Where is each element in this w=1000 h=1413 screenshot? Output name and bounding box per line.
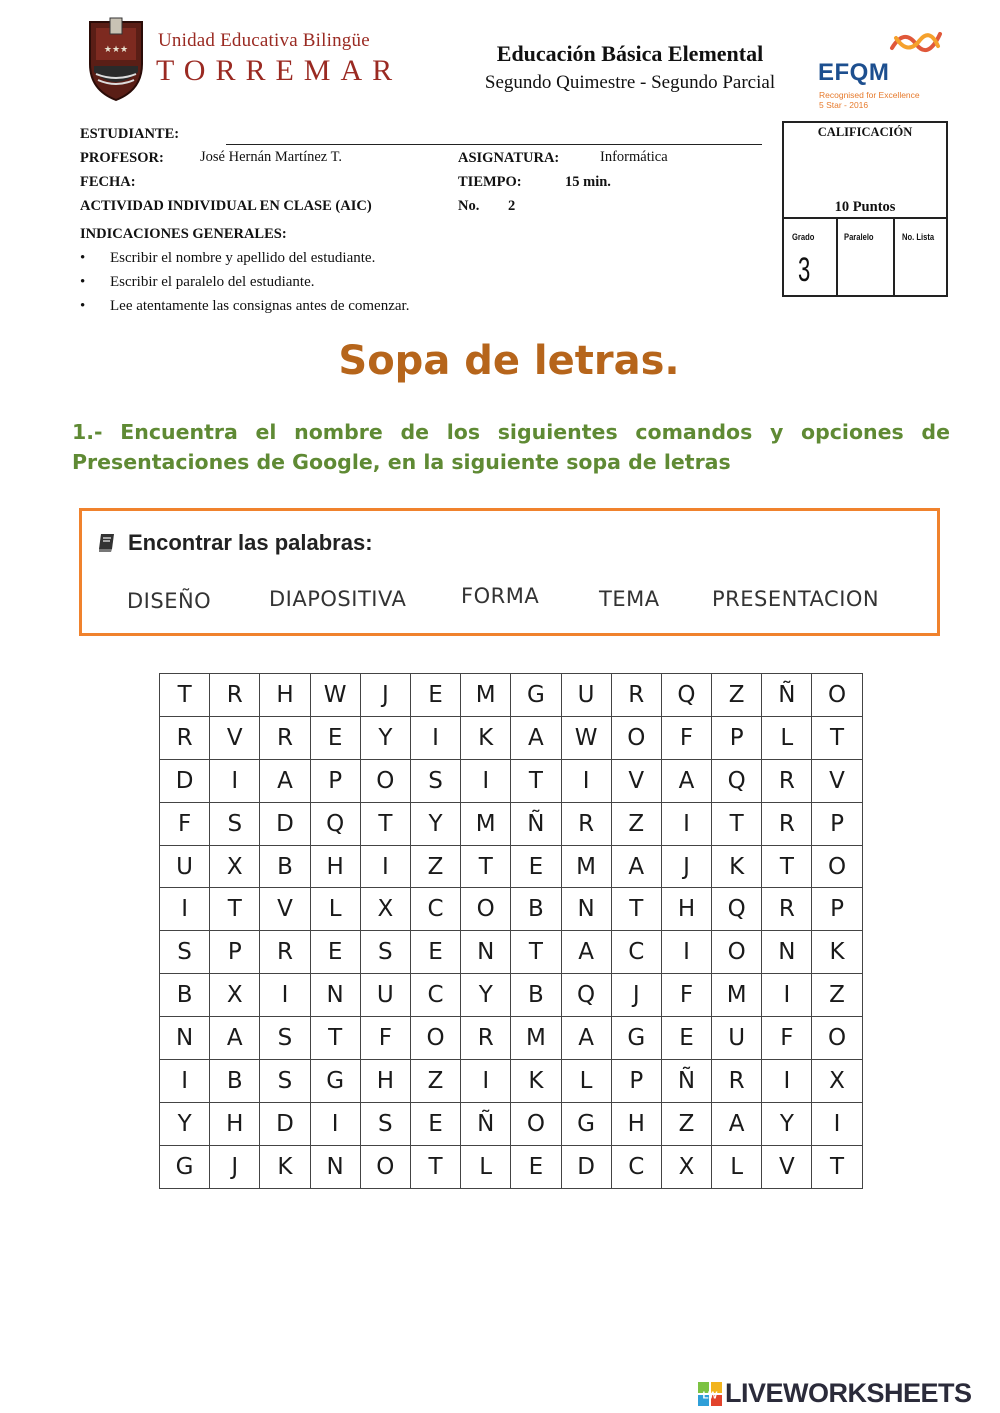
grid-cell[interactable]: A (511, 716, 561, 759)
grid-cell[interactable]: B (210, 1060, 260, 1103)
grid-cell[interactable]: Z (812, 974, 862, 1017)
grid-cell[interactable]: E (410, 1102, 460, 1145)
grid-cell[interactable]: C (611, 1145, 661, 1188)
subject-label: ASIGNATURA: (458, 150, 560, 166)
grid-cell[interactable]: O (461, 888, 511, 931)
liveworksheets-badge-letters: LW (702, 1390, 718, 1402)
grid-cell[interactable]: U (160, 845, 210, 888)
grid-cell[interactable]: E (310, 931, 360, 974)
grid-cell[interactable]: N (160, 1017, 210, 1060)
grid-cell[interactable]: P (611, 1060, 661, 1103)
grid-cell[interactable]: Z (661, 1102, 711, 1145)
grid-cell[interactable]: T (210, 888, 260, 931)
grid-cell[interactable]: M (461, 674, 511, 717)
grid-cell[interactable]: M (461, 802, 511, 845)
grid-cell[interactable]: A (210, 1017, 260, 1060)
grid-cell[interactable]: C (611, 931, 661, 974)
task-instruction: 1.- Encuentra el nombre de los siguientes comandos y opciones de Presentaciones de Google, en la siguiente sopa de letras (72, 420, 950, 474)
grid-cell[interactable]: H (611, 1102, 661, 1145)
grid-cell[interactable]: G (160, 1145, 210, 1188)
word-bank-item: FORMA (461, 584, 540, 608)
grid-cell[interactable]: Ñ (461, 1102, 511, 1145)
grid-row (160, 1102, 863, 1145)
instruction-item: • Escribir el paralelo del estudiante. (110, 274, 315, 291)
student-name-line[interactable] (226, 144, 762, 145)
grid-cell[interactable]: O (812, 845, 862, 888)
grid-cell[interactable]: Ñ (511, 802, 561, 845)
grid-cell[interactable]: A (611, 845, 661, 888)
grid-cell[interactable]: Q (561, 974, 611, 1017)
grid-cell[interactable]: T (511, 931, 561, 974)
word-bank-item: DIAPOSITIVA (269, 587, 407, 611)
liveworksheets-badge-icon (697, 1381, 723, 1407)
grid-cell[interactable]: T (160, 674, 210, 717)
grid-cell[interactable]: S (160, 931, 210, 974)
grid-row (160, 1017, 863, 1060)
activity-label: ACTIVIDAD INDIVIDUAL EN CLASE (AIC) (80, 198, 372, 214)
word-search-grid (159, 673, 863, 1189)
grid-cell[interactable]: Ñ (762, 674, 812, 717)
grid-cell[interactable]: T (410, 1145, 460, 1188)
grid-cell[interactable]: D (561, 1145, 611, 1188)
grid-cell[interactable]: T (812, 1145, 862, 1188)
grid-cell[interactable]: N (461, 931, 511, 974)
grid-cell[interactable]: P (812, 802, 862, 845)
grid-cell[interactable]: T (360, 802, 410, 845)
grid-cell[interactable]: X (661, 1145, 711, 1188)
number-value: 2 (508, 198, 516, 214)
grid-row (160, 888, 863, 931)
divider (784, 217, 946, 219)
grid-cell[interactable]: S (360, 931, 410, 974)
grid-cell[interactable]: F (661, 716, 711, 759)
grid-cell[interactable]: H (310, 845, 360, 888)
grid-cell[interactable]: O (611, 716, 661, 759)
efqm-note: Recognised for Excellence (819, 90, 920, 100)
grid-cell[interactable]: O (812, 1017, 862, 1060)
grid-cell[interactable]: Q (310, 802, 360, 845)
grid-cell[interactable]: T (611, 888, 661, 931)
grid-cell[interactable]: I (812, 1102, 862, 1145)
grid-row (160, 1060, 863, 1103)
section-column-header: Paralelo (844, 232, 874, 243)
grid-cell[interactable]: Z (410, 1060, 460, 1103)
grid-cell[interactable]: X (360, 888, 410, 931)
grid-cell[interactable]: E (410, 674, 460, 717)
grid-cell[interactable]: R (762, 802, 812, 845)
grid-cell[interactable]: Z (410, 845, 460, 888)
grid-cell[interactable]: P (712, 716, 762, 759)
page-title: Sopa de letras. (338, 338, 680, 384)
grid-cell[interactable]: F (360, 1017, 410, 1060)
word-bank-item: TEMA (599, 587, 660, 611)
grid-cell[interactable]: Q (661, 674, 711, 717)
grid-row (160, 845, 863, 888)
grid-cell[interactable]: Y (360, 716, 410, 759)
grid-cell[interactable]: K (461, 716, 511, 759)
divider (893, 217, 895, 297)
grid-cell[interactable]: A (712, 1102, 762, 1145)
school-crest-logo (84, 16, 148, 102)
grid-cell[interactable]: C (410, 974, 460, 1017)
grid-cell[interactable]: N (561, 888, 611, 931)
grid-cell[interactable]: I (561, 759, 611, 802)
grid-cell[interactable]: O (712, 931, 762, 974)
grid-cell[interactable]: P (210, 931, 260, 974)
grid-cell[interactable]: H (661, 888, 711, 931)
grid-cell[interactable]: U (360, 974, 410, 1017)
grid-cell[interactable]: G (511, 674, 561, 717)
grid-cell[interactable]: M (511, 1017, 561, 1060)
grid-cell[interactable]: E (410, 931, 460, 974)
grid-cell[interactable]: K (712, 845, 762, 888)
grid-cell[interactable]: X (812, 1060, 862, 1103)
grid-cell[interactable]: E (511, 1145, 561, 1188)
grid-cell[interactable]: O (511, 1102, 561, 1145)
student-label: ESTUDIANTE: (80, 126, 180, 142)
grid-cell[interactable]: A (260, 759, 310, 802)
grid-cell[interactable]: R (260, 716, 310, 759)
grid-cell[interactable]: R (611, 674, 661, 717)
grid-cell[interactable]: X (210, 845, 260, 888)
grid-cell[interactable]: W (561, 716, 611, 759)
svg-text:★★★: ★★★ (103, 45, 129, 55)
grid-cell[interactable]: I (160, 1060, 210, 1103)
grid-cell[interactable]: N (762, 931, 812, 974)
grid-cell[interactable]: S (360, 1102, 410, 1145)
grid-cell[interactable]: H (260, 674, 310, 717)
grade-box-points: 10 Puntos (834, 199, 896, 215)
grade-column-header: Grado (792, 232, 815, 243)
grid-cell[interactable]: V (260, 888, 310, 931)
grid-cell[interactable]: I (762, 1060, 812, 1103)
number-label: No. (458, 198, 480, 214)
grid-cell[interactable]: N (310, 1145, 360, 1188)
grid-cell[interactable]: Q (712, 759, 762, 802)
grid-cell[interactable]: T (812, 716, 862, 759)
grid-cell[interactable]: R (561, 802, 611, 845)
grid-cell[interactable]: D (260, 802, 310, 845)
grid-row (160, 1145, 863, 1188)
instructions-title: INDICACIONES GENERALES: (80, 226, 287, 242)
grid-cell[interactable]: Z (611, 802, 661, 845)
grid-cell[interactable]: R (260, 931, 310, 974)
grid-row (160, 931, 863, 974)
instruction-item: • Lee atentamente las consignas antes de comenzar. (110, 298, 409, 315)
grid-cell[interactable]: R (762, 888, 812, 931)
efqm-note: 5 Star - 2016 (819, 100, 869, 110)
grid-cell[interactable]: I (210, 759, 260, 802)
grade-box (782, 121, 948, 297)
grid-cell[interactable]: J (611, 974, 661, 1017)
grid-cell[interactable]: L (762, 716, 812, 759)
grade-box-title: CALIFICACIÓN (817, 125, 913, 139)
grid-cell[interactable]: R (160, 716, 210, 759)
grid-cell[interactable]: J (360, 674, 410, 717)
grid-cell[interactable]: U (561, 674, 611, 717)
grid-cell[interactable]: T (762, 845, 812, 888)
grid-cell[interactable]: O (360, 1145, 410, 1188)
grid-cell[interactable]: S (410, 759, 460, 802)
word-bank-title: Encontrar las palabras: (128, 530, 373, 555)
grid-cell[interactable]: E (511, 845, 561, 888)
time-label: TIEMPO: (458, 174, 522, 190)
grid-row (160, 974, 863, 1017)
word-bank-item: PRESENTACION (712, 587, 880, 611)
grid-cell[interactable]: I (461, 1060, 511, 1103)
grid-cell[interactable]: B (511, 974, 561, 1017)
grade-value: 3 (798, 251, 811, 289)
efqm-ribbon-icon (886, 24, 946, 60)
grid-cell[interactable]: S (260, 1060, 310, 1103)
grid-cell[interactable]: A (561, 1017, 611, 1060)
grid-cell[interactable]: M (561, 845, 611, 888)
grid-cell[interactable]: Ñ (661, 1060, 711, 1103)
grid-cell[interactable]: O (360, 759, 410, 802)
grid-cell[interactable]: G (561, 1102, 611, 1145)
grid-cell[interactable]: K (812, 931, 862, 974)
grid-cell[interactable]: V (210, 716, 260, 759)
grid-cell[interactable]: V (812, 759, 862, 802)
grid-cell[interactable]: R (461, 1017, 511, 1060)
grid-cell[interactable]: R (762, 759, 812, 802)
grid-cell[interactable]: A (561, 931, 611, 974)
grid-cell[interactable]: L (310, 888, 360, 931)
grid-cell[interactable]: P (812, 888, 862, 931)
grid-cell[interactable]: Y (410, 802, 460, 845)
grid-cell[interactable]: I (461, 759, 511, 802)
grid-cell[interactable]: H (210, 1102, 260, 1145)
grid-cell[interactable]: T (461, 845, 511, 888)
grid-cell[interactable]: L (561, 1060, 611, 1103)
grid-cell[interactable]: D (160, 759, 210, 802)
grid-cell[interactable]: T (511, 759, 561, 802)
list-number-column-header: No. Lista (902, 232, 935, 243)
word-bank-item: DISEÑO (127, 589, 212, 613)
grid-cell[interactable]: I (661, 931, 711, 974)
date-label: FECHA: (80, 174, 136, 190)
grid-row (160, 674, 863, 717)
grid-cell[interactable]: L (712, 1145, 762, 1188)
grid-cell[interactable]: Y (762, 1102, 812, 1145)
grid-cell[interactable]: F (661, 974, 711, 1017)
grid-cell[interactable]: O (812, 674, 862, 717)
grid-cell[interactable]: J (661, 845, 711, 888)
book-icon (96, 531, 118, 553)
grid-cell[interactable]: I (360, 845, 410, 888)
grid-cell[interactable]: I (661, 802, 711, 845)
grid-cell[interactable]: B (260, 845, 310, 888)
grid-cell[interactable]: I (762, 974, 812, 1017)
grid-cell[interactable]: E (661, 1017, 711, 1060)
grid-cell[interactable]: P (310, 759, 360, 802)
school-brand: TORREMAR (156, 54, 403, 87)
grid-cell[interactable]: U (712, 1017, 762, 1060)
grid-cell[interactable]: Y (461, 974, 511, 1017)
grid-cell[interactable]: X (210, 974, 260, 1017)
grid-cell[interactable]: I (260, 974, 310, 1017)
grid-cell[interactable]: D (260, 1102, 310, 1145)
grid-cell[interactable]: I (410, 716, 460, 759)
efqm-name: EFQM (818, 59, 890, 86)
grid-cell[interactable]: S (260, 1017, 310, 1060)
grid-cell[interactable]: G (611, 1017, 661, 1060)
grid-cell[interactable]: O (410, 1017, 460, 1060)
school-name: Unidad Educativa Bilingüe (158, 30, 370, 51)
grid-cell[interactable]: T (310, 1017, 360, 1060)
grid-cell[interactable]: Z (712, 674, 762, 717)
grid-cell[interactable]: B (511, 888, 561, 931)
word-bank (79, 508, 940, 636)
teacher-value: José Hernán Martínez T. (200, 149, 342, 165)
grid-cell[interactable]: R (712, 1060, 762, 1103)
grid-cell[interactable]: Y (160, 1102, 210, 1145)
header-title: Educación Básica Elemental (496, 41, 764, 66)
instruction-item: • Escribir el nombre y apellido del estudiante. (110, 250, 375, 267)
teacher-label: PROFESOR: (80, 150, 164, 166)
grid-cell[interactable]: Q (712, 888, 762, 931)
grid-cell[interactable]: V (611, 759, 661, 802)
subject-value: Informática (600, 149, 668, 165)
grid-row (160, 802, 863, 845)
grid-cell[interactable]: G (310, 1060, 360, 1103)
time-value: 15 min. (565, 174, 611, 190)
grid-cell[interactable]: K (260, 1145, 310, 1188)
grid-cell[interactable]: I (310, 1102, 360, 1145)
grid-cell[interactable]: M (712, 974, 762, 1017)
grid-cell[interactable]: B (160, 974, 210, 1017)
grid-cell[interactable]: N (310, 974, 360, 1017)
grid-cell[interactable]: J (210, 1145, 260, 1188)
divider (836, 217, 838, 297)
header-subtitle: Segundo Quimestre - Segundo Parcial (484, 72, 776, 93)
grid-cell[interactable]: L (461, 1145, 511, 1188)
grid-cell[interactable]: A (661, 759, 711, 802)
grid-cell[interactable]: K (511, 1060, 561, 1103)
grid-cell[interactable]: H (360, 1060, 410, 1103)
grid-cell[interactable]: S (210, 802, 260, 845)
grid-cell[interactable]: T (712, 802, 762, 845)
grid-cell[interactable]: C (410, 888, 460, 931)
grid-cell[interactable]: I (160, 888, 210, 931)
grid-cell[interactable]: E (310, 716, 360, 759)
grid-row (160, 716, 863, 759)
grid-cell[interactable]: F (762, 1017, 812, 1060)
grid-cell[interactable]: V (762, 1145, 812, 1188)
grid-cell[interactable]: W (310, 674, 360, 717)
liveworksheets-brand: LIVEWORKSHEETS (725, 1378, 972, 1408)
grid-row (160, 759, 863, 802)
grid-cell[interactable]: R (210, 674, 260, 717)
grid-cell[interactable]: F (160, 802, 210, 845)
